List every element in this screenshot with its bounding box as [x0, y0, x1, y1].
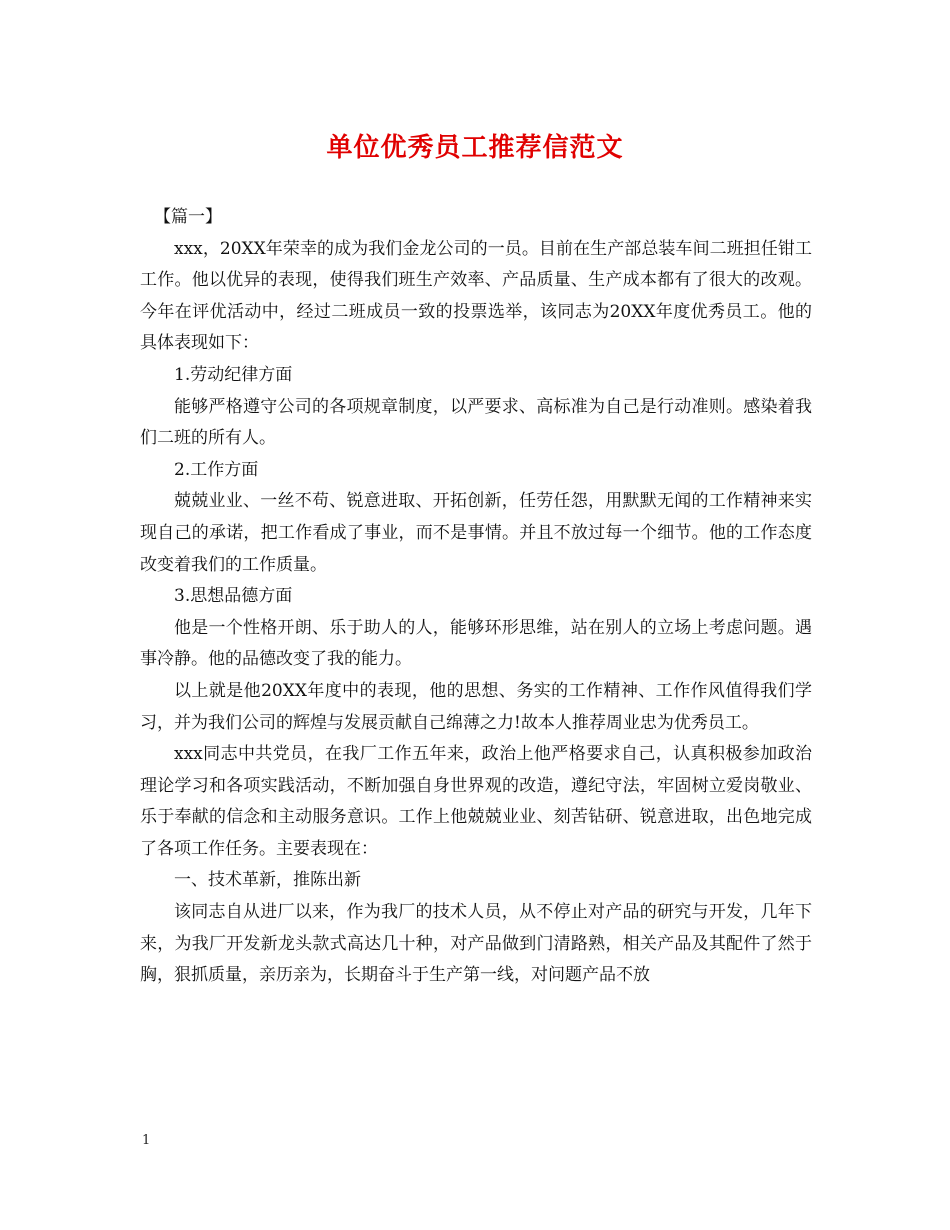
- document-body: [140, 202, 812, 992]
- paragraph: xxx，20XX年荣幸的成为我们金龙公司的一员。目前在生产部总装车间二班担任钳工工作。他以优异的表现，使得我们班生产效率、产品质量、生产成本都有了很大的改观。今年在评优活动中，经过二班成员一致的投票选举，该同志为20XX年度优秀员工。他的具体表现如下：: [140, 238, 812, 354]
- paragraph: 该同志自从进厂以来，作为我厂的技术人员，从不停止对产品的研究与开发，几年下来，为我厂开发新龙头款式高达几十种，对产品做到门清路熟，相关产品及其配件了然于胸，狠抓质量，亲历亲为，长期奋斗于生产第一线，对问题产品不放: [140, 902, 812, 986]
- subheading: 2.工作方面: [174, 459, 259, 480]
- paragraph: 兢兢业业、一丝不苟、锐意进取、开拓创新，任劳任怨，用默默无闻的工作精神来实现自己的承诺，把工作看成了事业，而不是事情。并且不放过每一个细节。他的工作态度改变着我们的工作质量。: [140, 491, 812, 575]
- paragraph: 他是一个性格开朗、乐于助人的人，能够环形思维，站在别人的立场上考虑问题。遇事冷静。他的品德改变了我的能力。: [140, 617, 812, 670]
- subheading: 1.劳动纪律方面: [174, 364, 293, 385]
- section-heading: 【篇一】: [154, 207, 222, 227]
- page-number: 1: [142, 1133, 151, 1148]
- subheading: 3.思想品德方面: [174, 586, 293, 607]
- paragraph: 能够严格遵守公司的各项规章制度，以严要求、高标准为自己是行动准则。感染着我们二班的所有人。: [140, 396, 812, 449]
- subheading: 一、技术革新，推陈出新: [174, 870, 361, 891]
- paragraph: xxx同志中共党员，在我厂工作五年来，政治上他严格要求自己，认真积极参加政治理论学习和各项实践活动，不断加强自身世界观的改造，遵纪守法，牢固树立爱岗敬业、乐于奉献的信念和主动服务意识。工作上他兢兢业业、刻苦钻研、锐意进取，出色地完成了各项工作任务。主要表现在：: [140, 744, 812, 859]
- paragraph: 以上就是他20XX年度中的表现，他的思想、务实的工作精神、工作作风值得我们学习，并为我们公司的辉煌与发展贡献自己绵薄之力!故本人推荐周业忠为优秀员工。: [140, 680, 812, 733]
- document-title: 单位优秀员工推荐信范文: [326, 133, 624, 163]
